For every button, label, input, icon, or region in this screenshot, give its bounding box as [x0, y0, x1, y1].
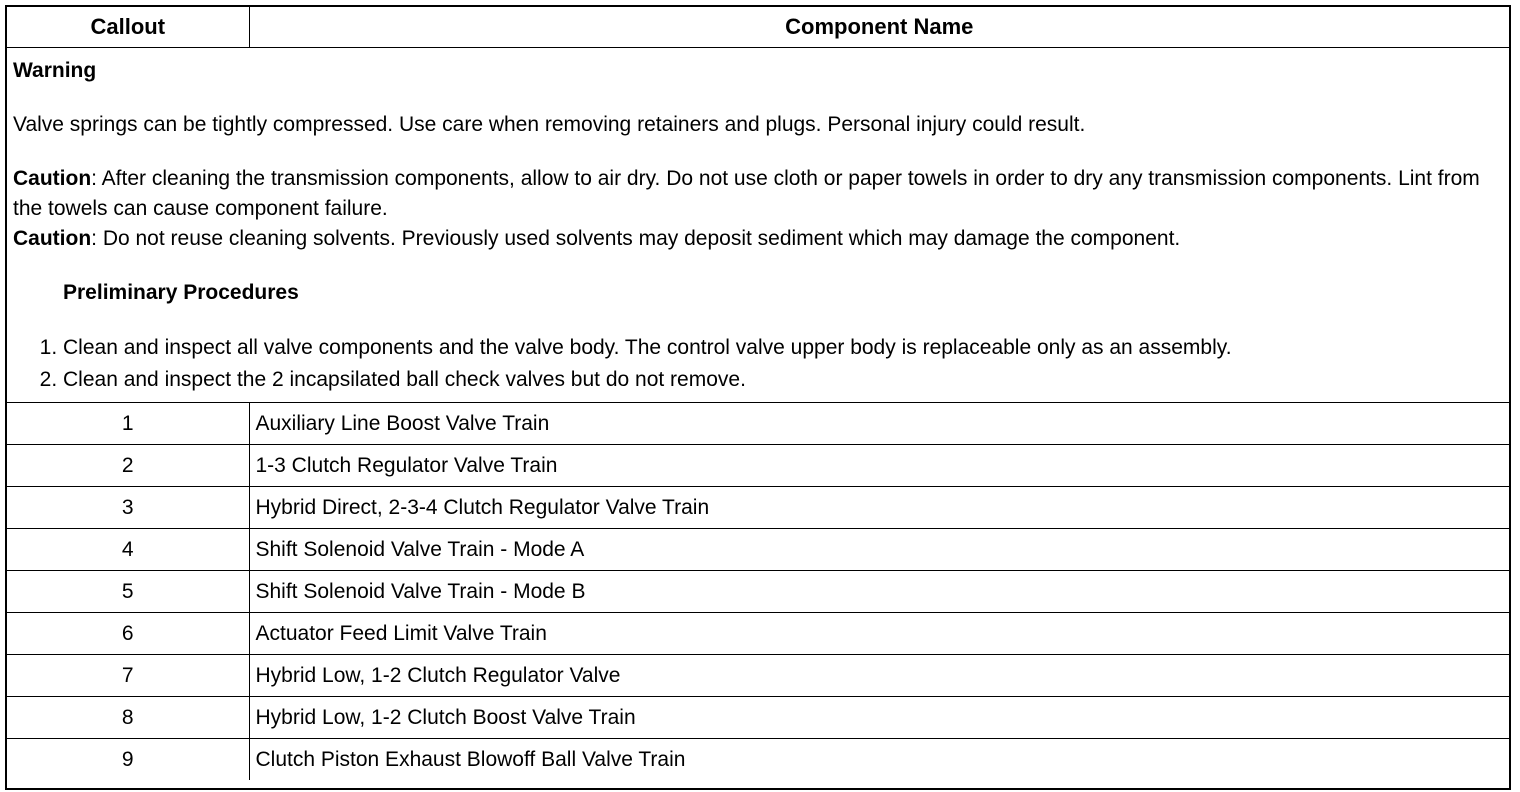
table-row	[7, 403, 1509, 445]
component-name-cell: Clutch Piston Exhaust Blowoff Ball Valve Train	[249, 739, 1509, 781]
component-name-cell: 1-3 Clutch Regulator Valve Train	[249, 445, 1509, 487]
component-name-cell: Shift Solenoid Valve Train - Mode A	[249, 529, 1509, 571]
preliminary-title: Preliminary Procedures	[63, 281, 299, 304]
component-name-cell: Auxiliary Line Boost Valve Train	[249, 403, 1509, 445]
callout-cell: 1	[7, 403, 249, 445]
table-row	[7, 613, 1509, 655]
component-name-cell: Actuator Feed Limit Valve Train	[249, 613, 1509, 655]
table-row	[7, 739, 1509, 781]
callout-cell: 5	[7, 571, 249, 613]
caution-1-text: : After cleaning the transmission components, allow to air dry. Do not use cloth or paper towels in order to dry any transmission components. Lint from the towels can cause component failure.	[13, 167, 1480, 220]
callout-cell: 4	[7, 529, 249, 571]
warning-title: Warning	[13, 59, 97, 82]
table-header-row	[7, 7, 1509, 48]
callout-cell: 2	[7, 445, 249, 487]
caution-1	[13, 164, 1503, 224]
component-name-cell: Hybrid Low, 1-2 Clutch Boost Valve Train	[249, 697, 1509, 739]
notes-row	[7, 48, 1509, 403]
component-name-cell: Shift Solenoid Valve Train - Mode B	[249, 571, 1509, 613]
procedure-steps	[13, 332, 1503, 396]
caution-2	[13, 224, 1503, 254]
caution-label: Caution	[13, 167, 92, 190]
component-table	[7, 7, 1509, 780]
table-row	[7, 529, 1509, 571]
component-name-cell: Hybrid Direct, 2-3-4 Clutch Regulator Valve Train	[249, 487, 1509, 529]
warning-text: Valve springs can be tightly compressed. Use care when removing retainers and plugs. Personal injury could result.	[13, 113, 1086, 136]
callout-cell: 7	[7, 655, 249, 697]
header-callout: Callout	[7, 7, 249, 48]
component-table-document	[5, 5, 1511, 790]
caution-label: Caution	[13, 227, 92, 250]
notes-cell	[7, 48, 1509, 403]
table-row	[7, 697, 1509, 739]
procedure-step: 2. Clean and inspect the 2 incapsilated ball check valves but do not remove.	[63, 364, 1503, 396]
table-row	[7, 445, 1509, 487]
procedure-step: 1. Clean and inspect all valve components and the valve body. The control valve upper body is replaceable only as an assembly.	[63, 332, 1503, 364]
table-row	[7, 571, 1509, 613]
callout-cell: 9	[7, 739, 249, 781]
header-component-name: Component Name	[249, 7, 1509, 48]
table-row	[7, 655, 1509, 697]
callout-cell: 8	[7, 697, 249, 739]
callout-cell: 3	[7, 487, 249, 529]
callout-cell: 6	[7, 613, 249, 655]
caution-2-text: : Do not reuse cleaning solvents. Previously used solvents may deposit sediment which may damage the component.	[91, 227, 1181, 250]
component-name-cell: Hybrid Low, 1-2 Clutch Regulator Valve	[249, 655, 1509, 697]
table-row	[7, 487, 1509, 529]
